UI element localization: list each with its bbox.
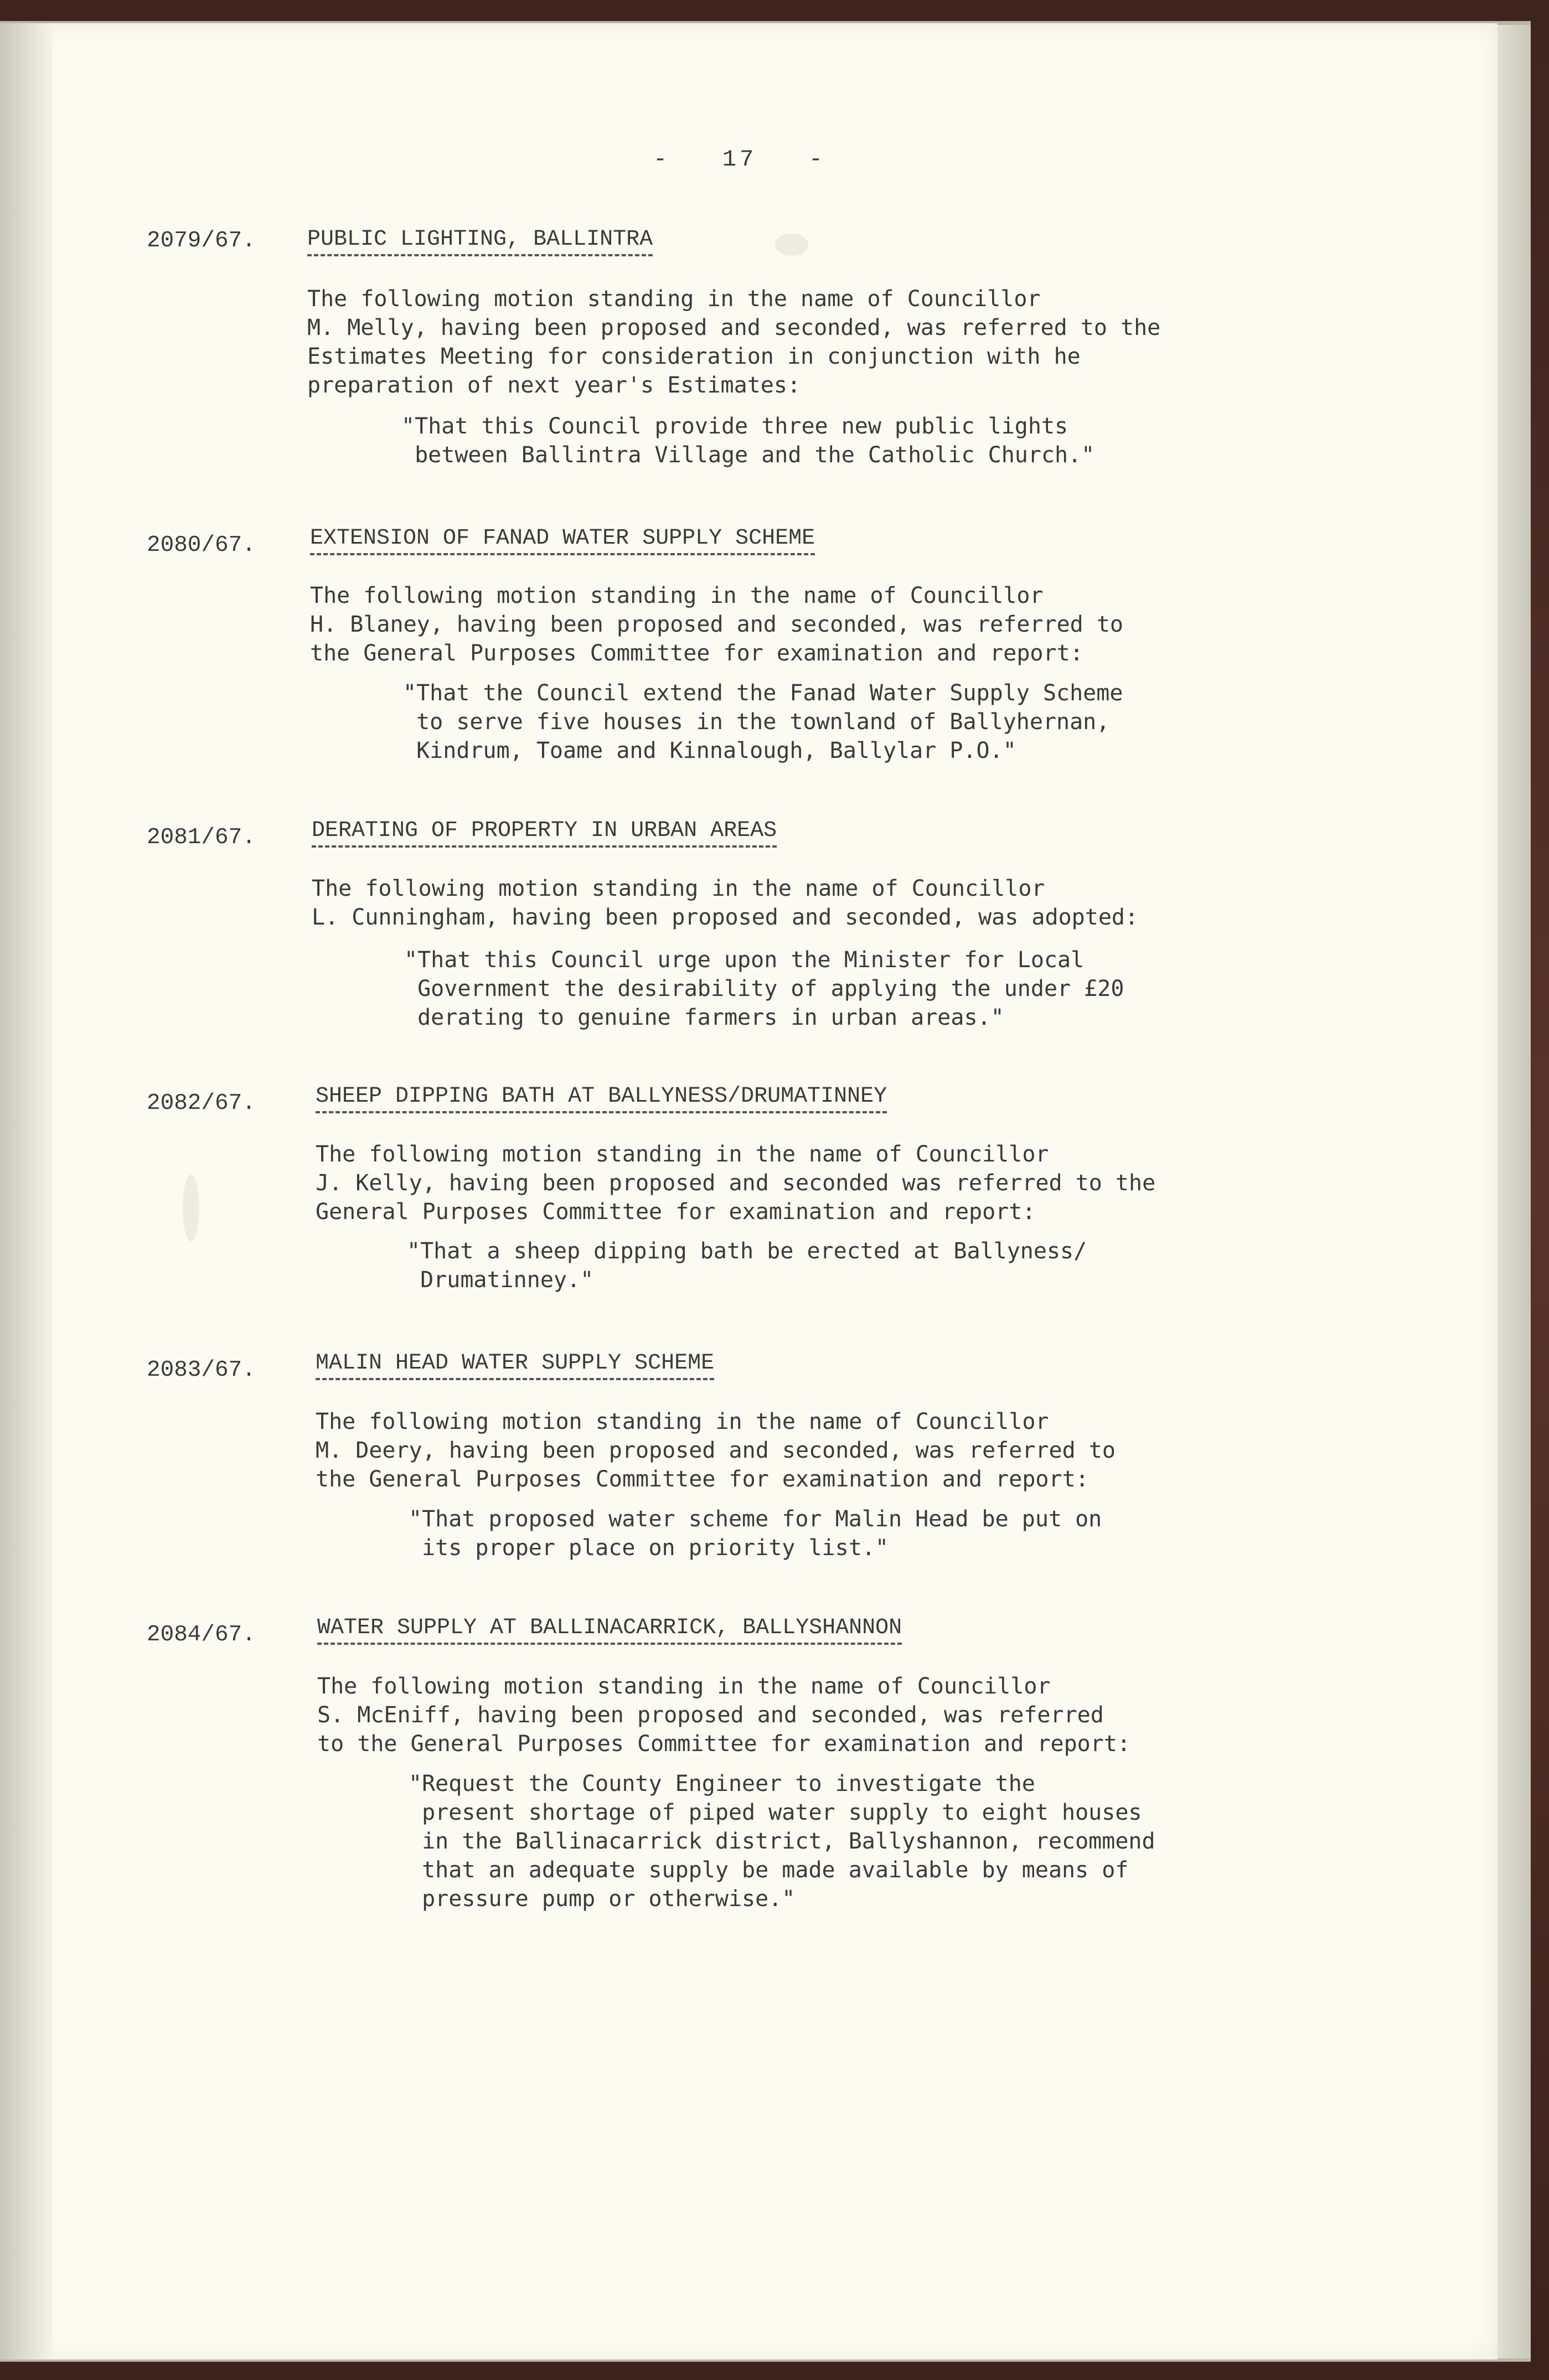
minute-ref: 2082/67. <box>147 1091 256 1116</box>
minute-ref: 2084/67. <box>147 1622 256 1648</box>
minute-ref: 2081/67. <box>147 825 256 850</box>
minute-heading: WATER SUPPLY AT BALLINACARRICK, BALLYSHANNON <box>317 1615 902 1645</box>
motion-quote: "Request the County Engineer to investigate the present shortage of piped water supply to eight houses in the Ballinacarrick district, Ballyshannon, recommend that an adequate supply be made available by means of pressure pump or otherwise." <box>409 1771 1155 1912</box>
minute-body: The following motion standing in the name of Councillor H. Blaney, having been proposed and seconded, was referred to the General Purposes Committee for examination and report: <box>310 583 1124 666</box>
minute-body: The following motion standing in the name of Councillor S. McEniff, having been proposed and seconded, was referred to the General Purposes Committee for examination and report: <box>317 1674 1131 1757</box>
paper-mark <box>775 234 808 256</box>
minute-heading: DERATING OF PROPERTY IN URBAN AREAS <box>312 818 777 848</box>
page-number: - 17 - <box>653 146 827 173</box>
motion-quote: "That the Council extend the Fanad Water Supply Scheme to serve five houses in the townland of Ballyhernan, Kindrum, Toame and Kinnalough, Ballylar P.O." <box>403 680 1123 763</box>
paper-mark <box>183 1175 199 1241</box>
motion-quote: "That proposed water scheme for Malin Head be put on its proper place on priority list." <box>409 1506 1102 1561</box>
motion-quote: "That a sheep dipping bath be erected at Ballyness/ Drumatinney." <box>407 1238 1087 1293</box>
minute-heading: MALIN HEAD WATER SUPPLY SCHEME <box>316 1351 714 1380</box>
minute-body: The following motion standing in the name of Councillor M. Deery, having been proposed and seconded, was referred to the General Purposes Committee for examination and report: <box>316 1409 1116 1492</box>
document-page <box>0 23 1498 2360</box>
binding-gutter <box>0 23 53 2360</box>
minute-heading: PUBLIC LIGHTING, BALLINTRA <box>307 227 653 256</box>
motion-quote: "That this Council urge upon the Minister for Local Government the desirability of applying the under £20 derating to genuine farmers in urban areas." <box>404 947 1124 1030</box>
minute-ref: 2079/67. <box>147 228 256 254</box>
minute-ref: 2083/67. <box>147 1357 256 1383</box>
minute-body: The following motion standing in the name of Councillor M. Melly, having been proposed and seconded, was referred to the Estimates Meeting for consideration in conjunction with he preparation of next year's Estimates: <box>307 286 1161 398</box>
minute-heading: EXTENSION OF FANAD WATER SUPPLY SCHEME <box>310 526 815 555</box>
minute-body: The following motion standing in the name of Councillor L. Cunningham, having been proposed and seconded, was adopted: <box>312 876 1139 930</box>
minute-heading: SHEEP DIPPING BATH AT BALLYNESS/DRUMATINNEY <box>316 1084 887 1113</box>
minute-ref: 2080/67. <box>147 533 256 558</box>
motion-quote: "That this Council provide three new public lights between Ballintra Village and the Catholic Church." <box>401 414 1095 468</box>
minute-body: The following motion standing in the name of Councillor J. Kelly, having been proposed and seconded was referred to the General Purposes Committee for examination and report: <box>316 1142 1156 1225</box>
